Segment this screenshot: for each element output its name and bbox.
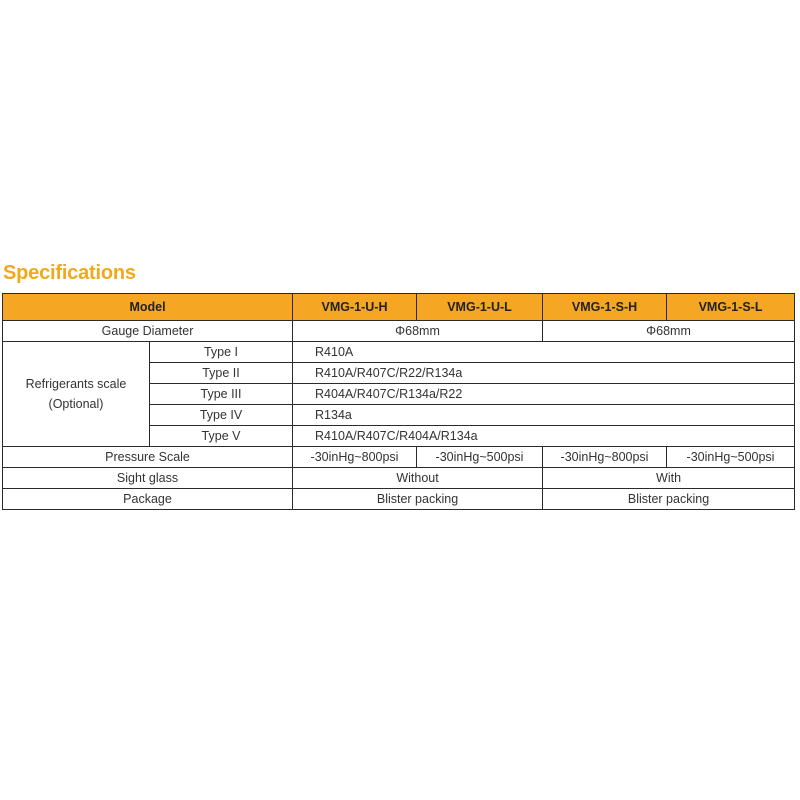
refrigerant-value: R134a <box>293 405 795 426</box>
model-header-2: VMG-1-U-L <box>417 294 543 321</box>
package-u: Blister packing <box>293 489 543 510</box>
refrigerant-value: R410A <box>293 342 795 363</box>
table-row <box>3 468 795 489</box>
refrigerant-value: R410A/R407C/R404A/R134a <box>293 426 795 447</box>
table-row <box>3 447 795 468</box>
sight-glass-u: Without <box>293 468 543 489</box>
pressure-scale-value: -30inHg~500psi <box>667 447 795 468</box>
model-header-4: VMG-1-S-L <box>667 294 795 321</box>
pressure-scale-value: -30inHg~800psi <box>293 447 417 468</box>
refrigerant-value: R404A/R407C/R134a/R22 <box>293 384 795 405</box>
sight-glass-s: With <box>543 468 795 489</box>
refrigerant-type: Type III <box>150 384 293 405</box>
refrigerant-type: Type IV <box>150 405 293 426</box>
page-title: Specifications <box>3 262 136 284</box>
pressure-scale-value: -30inHg~500psi <box>417 447 543 468</box>
table-row <box>3 321 795 342</box>
refrigerant-value: R410A/R407C/R22/R134a <box>293 363 795 384</box>
package-label: Package <box>3 489 293 510</box>
refrigerants-label <box>3 342 150 447</box>
table-row <box>3 489 795 510</box>
refrigerants-label-line2: (Optional) <box>48 397 104 411</box>
pressure-scale-label: Pressure Scale <box>3 447 293 468</box>
pressure-scale-value: -30inHg~800psi <box>543 447 667 468</box>
model-header: Model <box>3 294 293 321</box>
model-header-1: VMG-1-U-H <box>293 294 417 321</box>
table-row <box>3 342 795 363</box>
table-header-row <box>3 294 795 321</box>
gauge-diameter-label: Gauge Diameter <box>3 321 293 342</box>
gauge-diameter-u: Φ68mm <box>293 321 543 342</box>
model-header-3: VMG-1-S-H <box>543 294 667 321</box>
sight-glass-label: Sight glass <box>3 468 293 489</box>
refrigerants-label-line1: Refrigerants scale <box>25 377 127 391</box>
specifications-table <box>2 293 795 510</box>
refrigerant-type: Type V <box>150 426 293 447</box>
gauge-diameter-s: Φ68mm <box>543 321 795 342</box>
refrigerant-type: Type I <box>150 342 293 363</box>
refrigerant-type: Type II <box>150 363 293 384</box>
package-s: Blister packing <box>543 489 795 510</box>
